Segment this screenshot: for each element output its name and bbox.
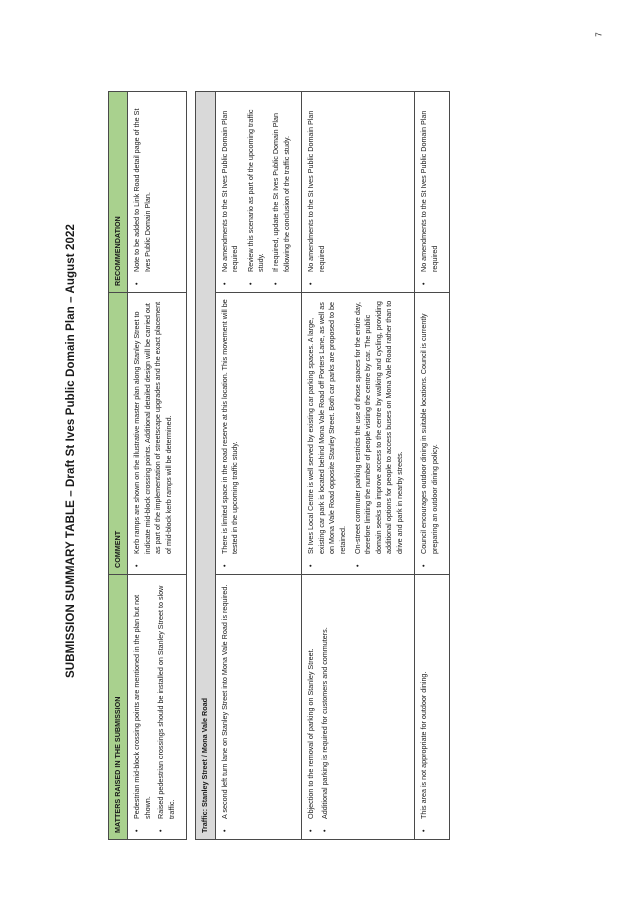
table-row (128, 92, 187, 840)
section-heading-row (196, 92, 215, 840)
bullet-item: • A second left turn lane on Stanley Street into Mona Vale Road is required. (220, 581, 230, 833)
bullet-item: • Additional parking is required for customers and commuters. (320, 581, 330, 833)
bullet-item: • Raised pedestrian crossings should be installed on Stanley Street to slow traffic. (156, 581, 177, 833)
matters-cell (215, 575, 302, 840)
recommendation-cell (415, 92, 450, 293)
bullet-item: • If required, update the St Ives Public Domain Plan following the conclusion of the traffic study. (271, 98, 292, 286)
table-row (215, 92, 302, 840)
bullet-item: • No amendments to the St Ives Public Domain Plan required (220, 98, 241, 286)
bullet-item: • Council encourages outdoor dining in suitable locations. Council is currently preparing an outdoor dining policy. (419, 299, 440, 568)
section-heading: Traffic: Stanley Street / Mona Vale Road (196, 92, 215, 840)
comment-cell (415, 293, 450, 575)
bullet-item: • There is limited space in the road reserve at this location. This movement will be tested in the upcoming traffic study. (220, 299, 241, 568)
table-row (302, 92, 415, 840)
header-comment: COMMENT (109, 293, 128, 575)
bullet-item: • St Ives Local Centre is well served by existing car parking spaces. A large, existing car park is located behind Mona Vale Road off Porters Lane, as well as on Mona Vale Road opposite Stanley Street. Both car parks are proposed to be retained. (306, 299, 348, 568)
bullet-item: • Kerb ramps are shown on the illustrative master plan along Stanley Street to indicate mid-block crossing points. Additional detailed design will be carried out as part of the implementation of streetscape upgrades and the exact placement of mid-block kerb ramps will be determined. (132, 299, 174, 568)
header-recommendation: RECOMMENDATION (109, 92, 128, 293)
matters-cell (302, 575, 415, 840)
recommendation-cell (302, 92, 415, 293)
bullet-item: • Review this scenario as part of the upcoming traffic study. (246, 98, 267, 286)
table-spacer (187, 92, 196, 840)
matters-cell (415, 575, 450, 840)
bullet-item: • Note to be added to Link Road detail page of the St Ives Public Domain Plan. (132, 98, 153, 286)
header-matters: MATTERS RAISED IN THE SUBMISSION (109, 575, 128, 840)
bullet-item: • On-street commuter parking restricts the use of those spaces for the entire day, therefore limiting the number of people visiting the centre by car. The public domain seeks to improve access to the centre by walking and cycling, providing additional options for people to access buses on Mona Vale Road rather than to drive and park in nearby streets. (353, 299, 405, 568)
bullet-item: • Pedestrian mid-block crossing points are mentioned in the plan but not shown. (132, 581, 153, 833)
bullet-item: • No amendments to the St Ives Public Domain Plan required (419, 98, 440, 286)
table-row (415, 92, 450, 840)
comment-cell (215, 293, 302, 575)
recommendation-cell (215, 92, 302, 293)
page-title: SUBMISSION SUMMARY TABLE – Draft St Ives Public Domain Plan – August 2022 (65, 224, 77, 678)
recommendation-cell (128, 92, 187, 293)
bullet-item: • Objection to the removal of parking on Stanley Street. (306, 581, 316, 833)
page-number: 7 (594, 32, 604, 37)
comment-cell (302, 293, 415, 575)
matters-cell (128, 575, 187, 840)
bullet-item: • No amendments to the St Ives Public Domain Plan required (306, 98, 327, 286)
header-row (109, 92, 128, 840)
submission-table (108, 91, 450, 840)
comment-cell (128, 293, 187, 575)
bullet-item: • This area is not appropriate for outdoor dining. (419, 581, 429, 833)
